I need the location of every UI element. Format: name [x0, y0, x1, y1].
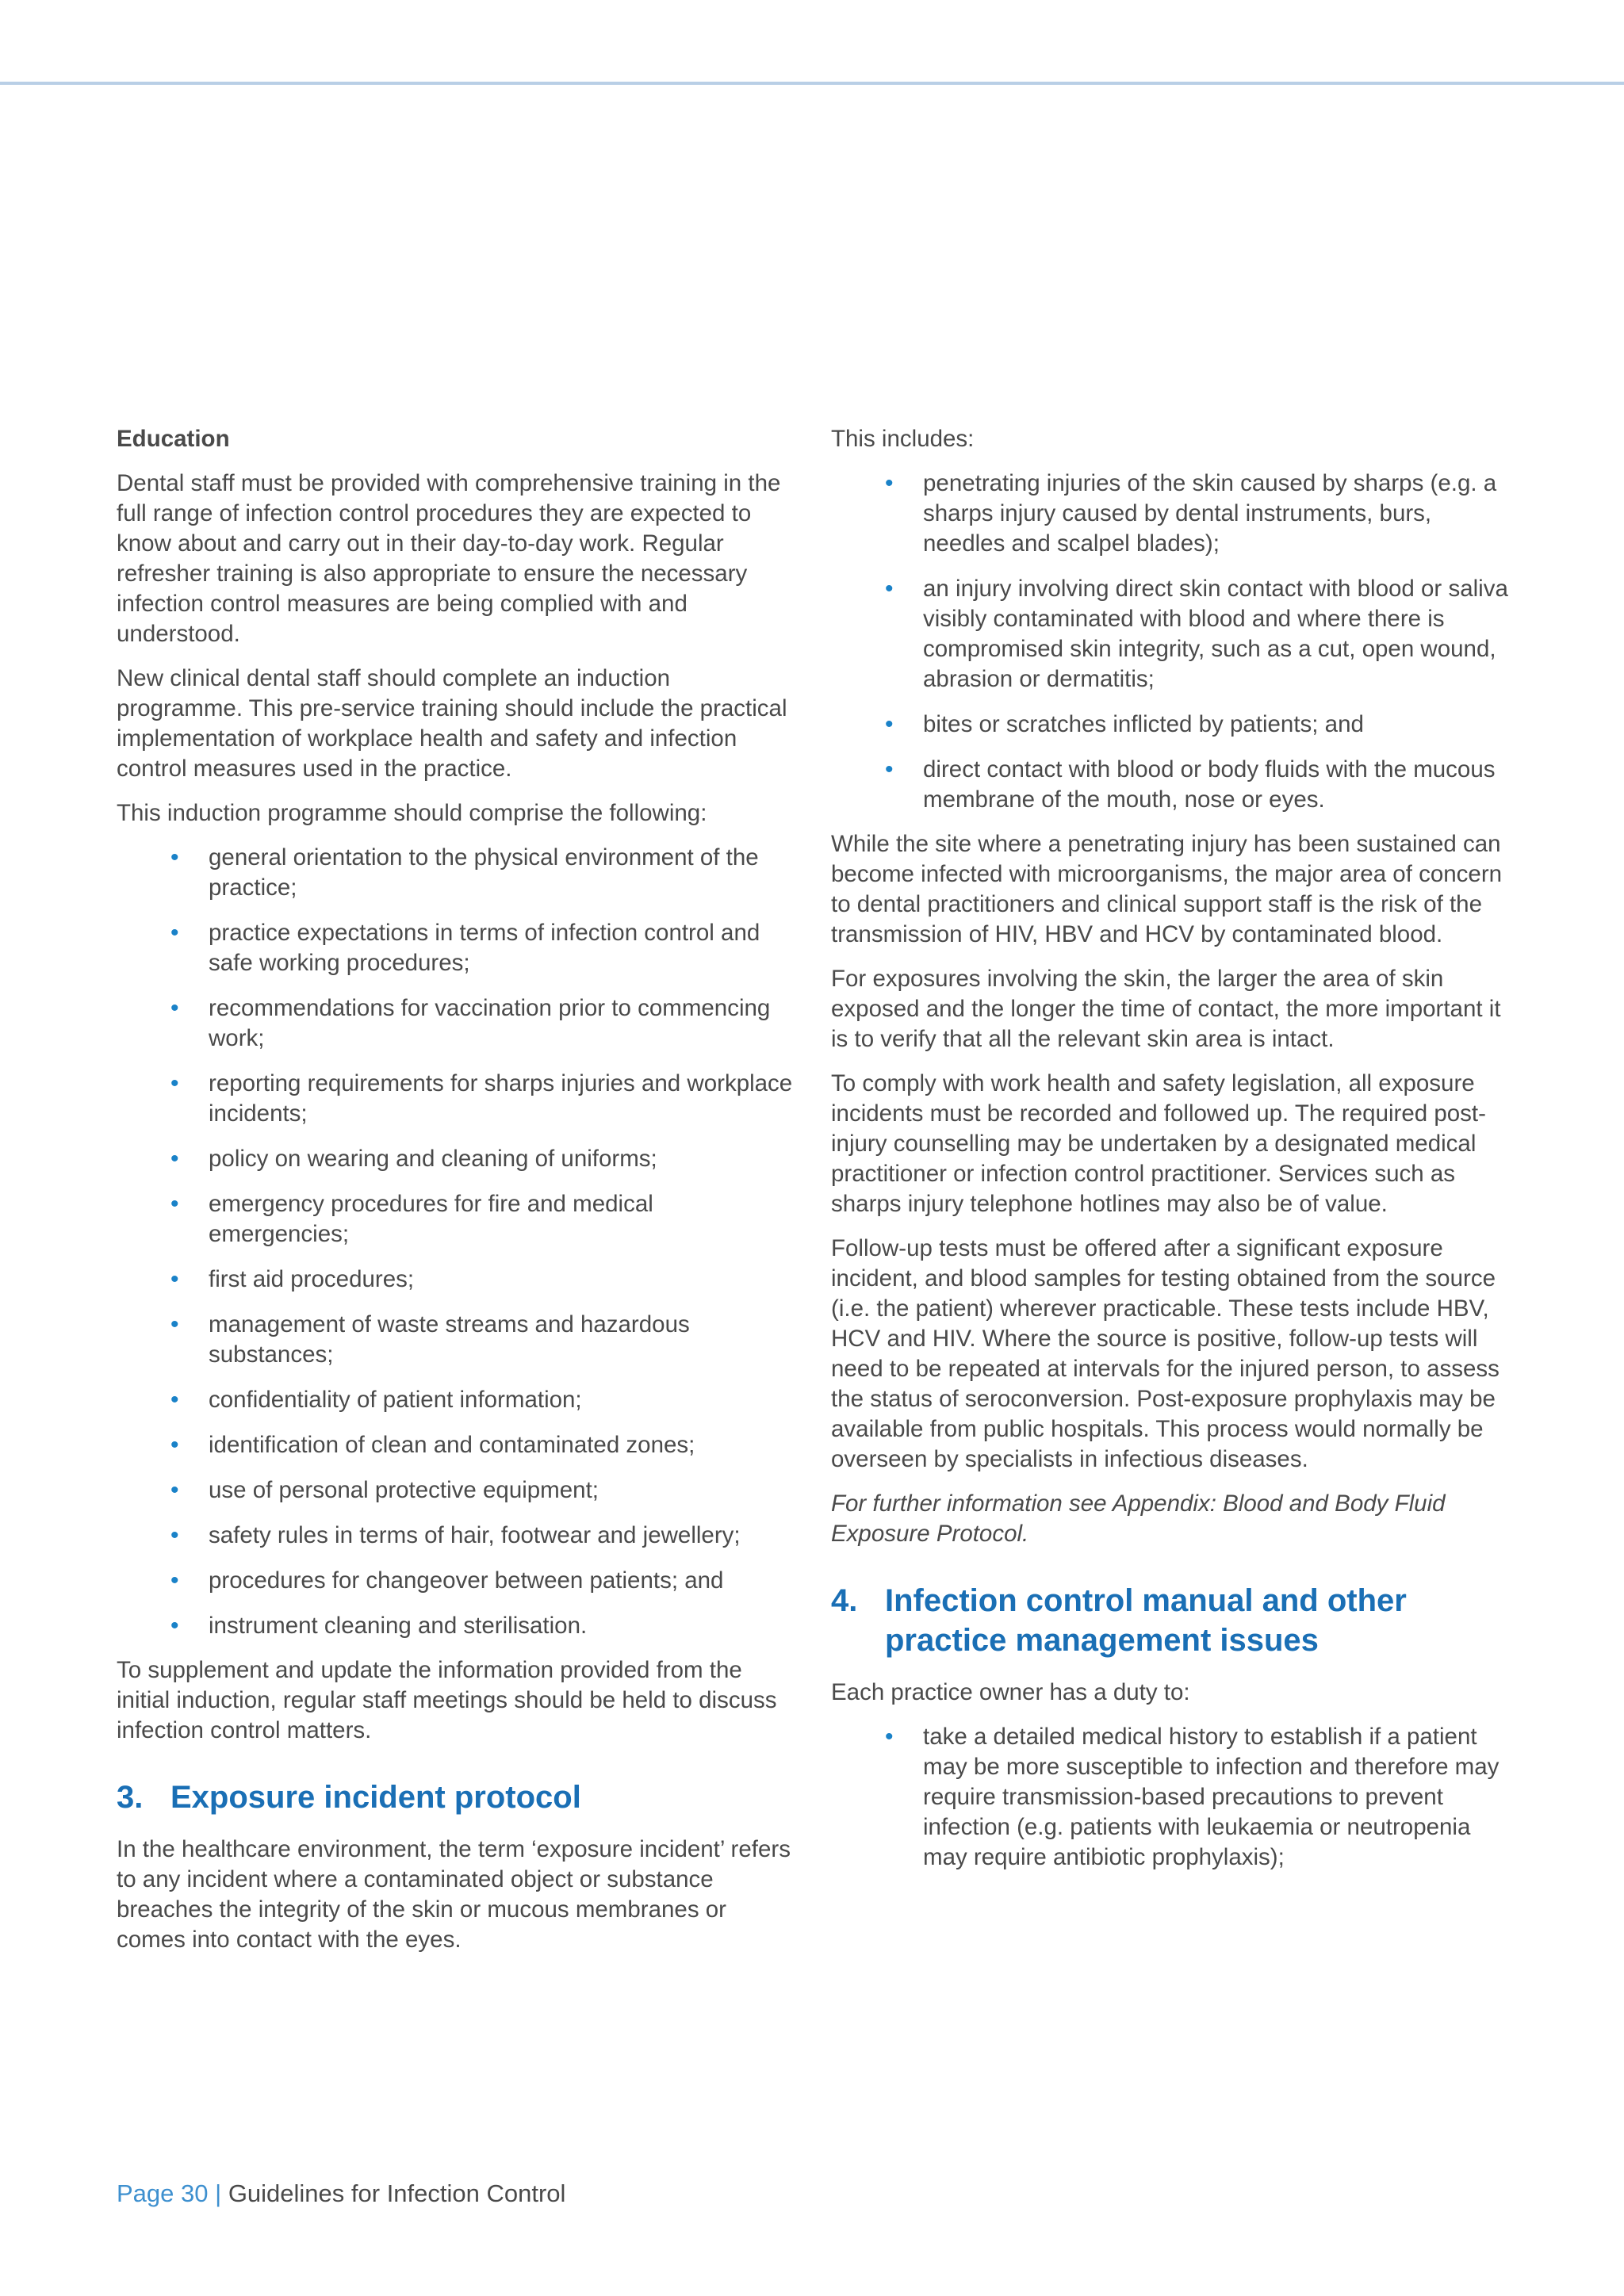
education-paragraph-3: This induction programme should comprise the following: [117, 800, 707, 826]
page-footer [117, 2178, 565, 2210]
list-item: • procedures for changeover between patients; and [209, 1566, 795, 1596]
bullet-icon: • [885, 576, 894, 602]
exposure-paragraph-2: For exposures involving the skin, the larger the area of skin exposed and the longer the time of contact, the more important it is to verify that all the relevant skin area is intact. [831, 966, 1501, 1052]
induction-list [117, 843, 795, 1641]
bullet-icon: • [885, 756, 894, 783]
list-item: • take a detailed medical history to establish if a patient may be more susceptible to infection and therefore may require transmission-based precautions to prevent infection (e.g. patients with leukaemia or neutropenia may require antibiotic prophylaxis); [885, 1724, 1500, 1870]
bullet-icon: • [170, 1070, 179, 1096]
list-item: • recommendations for vaccination prior to commencing work; [170, 995, 771, 1051]
bullet-icon: • [885, 711, 894, 737]
footer-separator: | [215, 2179, 222, 2207]
education-paragraph-2: New clinical dental staff should complete an induction programme. This pre-service training should include the practical implementation of workplace health and safety and infection control measures used in the practice. [117, 665, 787, 782]
list-item: • general orientation to the physical environment of the practice; [170, 844, 759, 901]
section-title: Infection control manual and other practice management issues [885, 1583, 1407, 1658]
bullet-icon: • [170, 920, 179, 946]
bullet-icon: • [170, 1432, 179, 1458]
list-item: • policy on wearing and cleaning of uniforms; [209, 1144, 795, 1174]
includes-list [831, 469, 1513, 815]
bullet-icon: • [170, 995, 179, 1021]
includes-intro: This includes: [831, 426, 975, 452]
bullet-icon: • [170, 1266, 179, 1292]
list-item: • confidentiality of patient information; [209, 1385, 795, 1415]
section-4-paragraph: Each practice owner has a duty to: [831, 1679, 1190, 1705]
list-item: • management of waste streams and hazardous substances; [170, 1311, 690, 1368]
section-4-heading [831, 1581, 1513, 1660]
bullet-icon: • [170, 844, 179, 871]
exposure-paragraph-1: While the site where a penetrating injury has been sustained can become infected with microorganisms, the major area of concern to dental practitioners and clinical support staff is the risk of the transmission of HIV, HBV and HCV by contaminated blood. [831, 831, 1503, 947]
exposure-paragraph-4: Follow-up tests must be offered after a significant exposure incident, and blood samples for testing obtained from the source (i.e. the patient) wherever practicable. These tests include HBV, HCV and HIV. Where the source is positive, follow-up tests will need to be repeated at intervals for the injured person, to assess the status of seroconversion. Post-exposure prophylaxis may be available from public hospitals. This process would normally be overseen by specialists in infectious diseases. [831, 1235, 1500, 1472]
bullet-icon: • [170, 1477, 179, 1503]
exposure-paragraph-3: To comply with work health and safety legislation, all exposure incidents must be recorded and followed up. The required post-injury counselling may be undertaken by a designated medical practitioner or infection control practitioner. Services such as sharps injury telephone hotlines may also be of value. [831, 1070, 1486, 1217]
top-rule [0, 82, 1624, 85]
bullet-icon: • [170, 1146, 179, 1172]
list-item: • instrument cleaning and sterilisation. [209, 1611, 795, 1641]
education-paragraph-4: To supplement and update the information provided from the initial induction, regular staff meetings should be held to discuss infection control matters. [117, 1657, 777, 1743]
education-paragraph-1: Dental staff must be provided with comprehensive training in the full range of infection control procedures they are expected to know about and carry out in their day-to-day work. Regular refresher training is also appropriate to ensure the necessary infection control measures are being complied with and understood. [117, 470, 781, 647]
section-3-heading [117, 1777, 795, 1817]
page-number: Page 30 [117, 2179, 209, 2207]
list-item: • identification of clean and contaminated zones; [209, 1430, 795, 1460]
list-item: • first aid procedures; [209, 1265, 795, 1295]
list-item: • use of personal protective equipment; [209, 1475, 795, 1506]
bullet-icon: • [170, 1567, 179, 1594]
section-number: 3. [117, 1780, 144, 1815]
right-column [831, 424, 1513, 1887]
bullet-icon: • [885, 470, 894, 496]
bullet-icon: • [170, 1522, 179, 1548]
list-item: • direct contact with blood or body fluids with the mucous membrane of the mouth, nose or eyes. [885, 756, 1496, 813]
bullet-icon: • [170, 1613, 179, 1639]
list-item: • emergency procedures for fire and medical emergencies; [170, 1191, 653, 1247]
left-column [117, 424, 795, 1969]
section-title: Exposure incident protocol [170, 1780, 581, 1815]
bullet-icon: • [885, 1724, 894, 1750]
list-item: • safety rules in terms of hair, footwear and jewellery; [209, 1521, 795, 1551]
list-item: • reporting requirements for sharps injuries and workplace incidents; [170, 1070, 793, 1127]
list-item: • an injury involving direct skin contact with blood or saliva visibly contaminated with blood and where there is compromised skin integrity, such as a cut, open wound, abrasion or dermatitis; [885, 576, 1508, 692]
duty-list [831, 1722, 1513, 1873]
document-title: Guidelines for Infection Control [228, 2179, 566, 2207]
list-item: • practice expectations in terms of infection control and safe working procedures; [170, 920, 760, 976]
bullet-icon: • [170, 1387, 179, 1413]
section-3-paragraph: In the healthcare environment, the term ‘exposure incident’ refers to any incident where a contaminated object or substance breaches the integrity of the skin or mucous membranes or comes into contact with the eyes. [117, 1836, 791, 1953]
education-heading: Education [117, 426, 230, 452]
list-item: • bites or scratches inflicted by patients; and [923, 710, 1513, 740]
section-number: 4. [831, 1583, 858, 1618]
list-item: • penetrating injuries of the skin caused by sharps (e.g. a sharps injury caused by dental instruments, burs, needles and scalpel blades); [885, 470, 1497, 557]
bullet-icon: • [170, 1191, 179, 1217]
bullet-icon: • [170, 1311, 179, 1337]
further-info-note: For further information see Appendix: Blood and Body Fluid Exposure Protocol. [831, 1490, 1446, 1547]
